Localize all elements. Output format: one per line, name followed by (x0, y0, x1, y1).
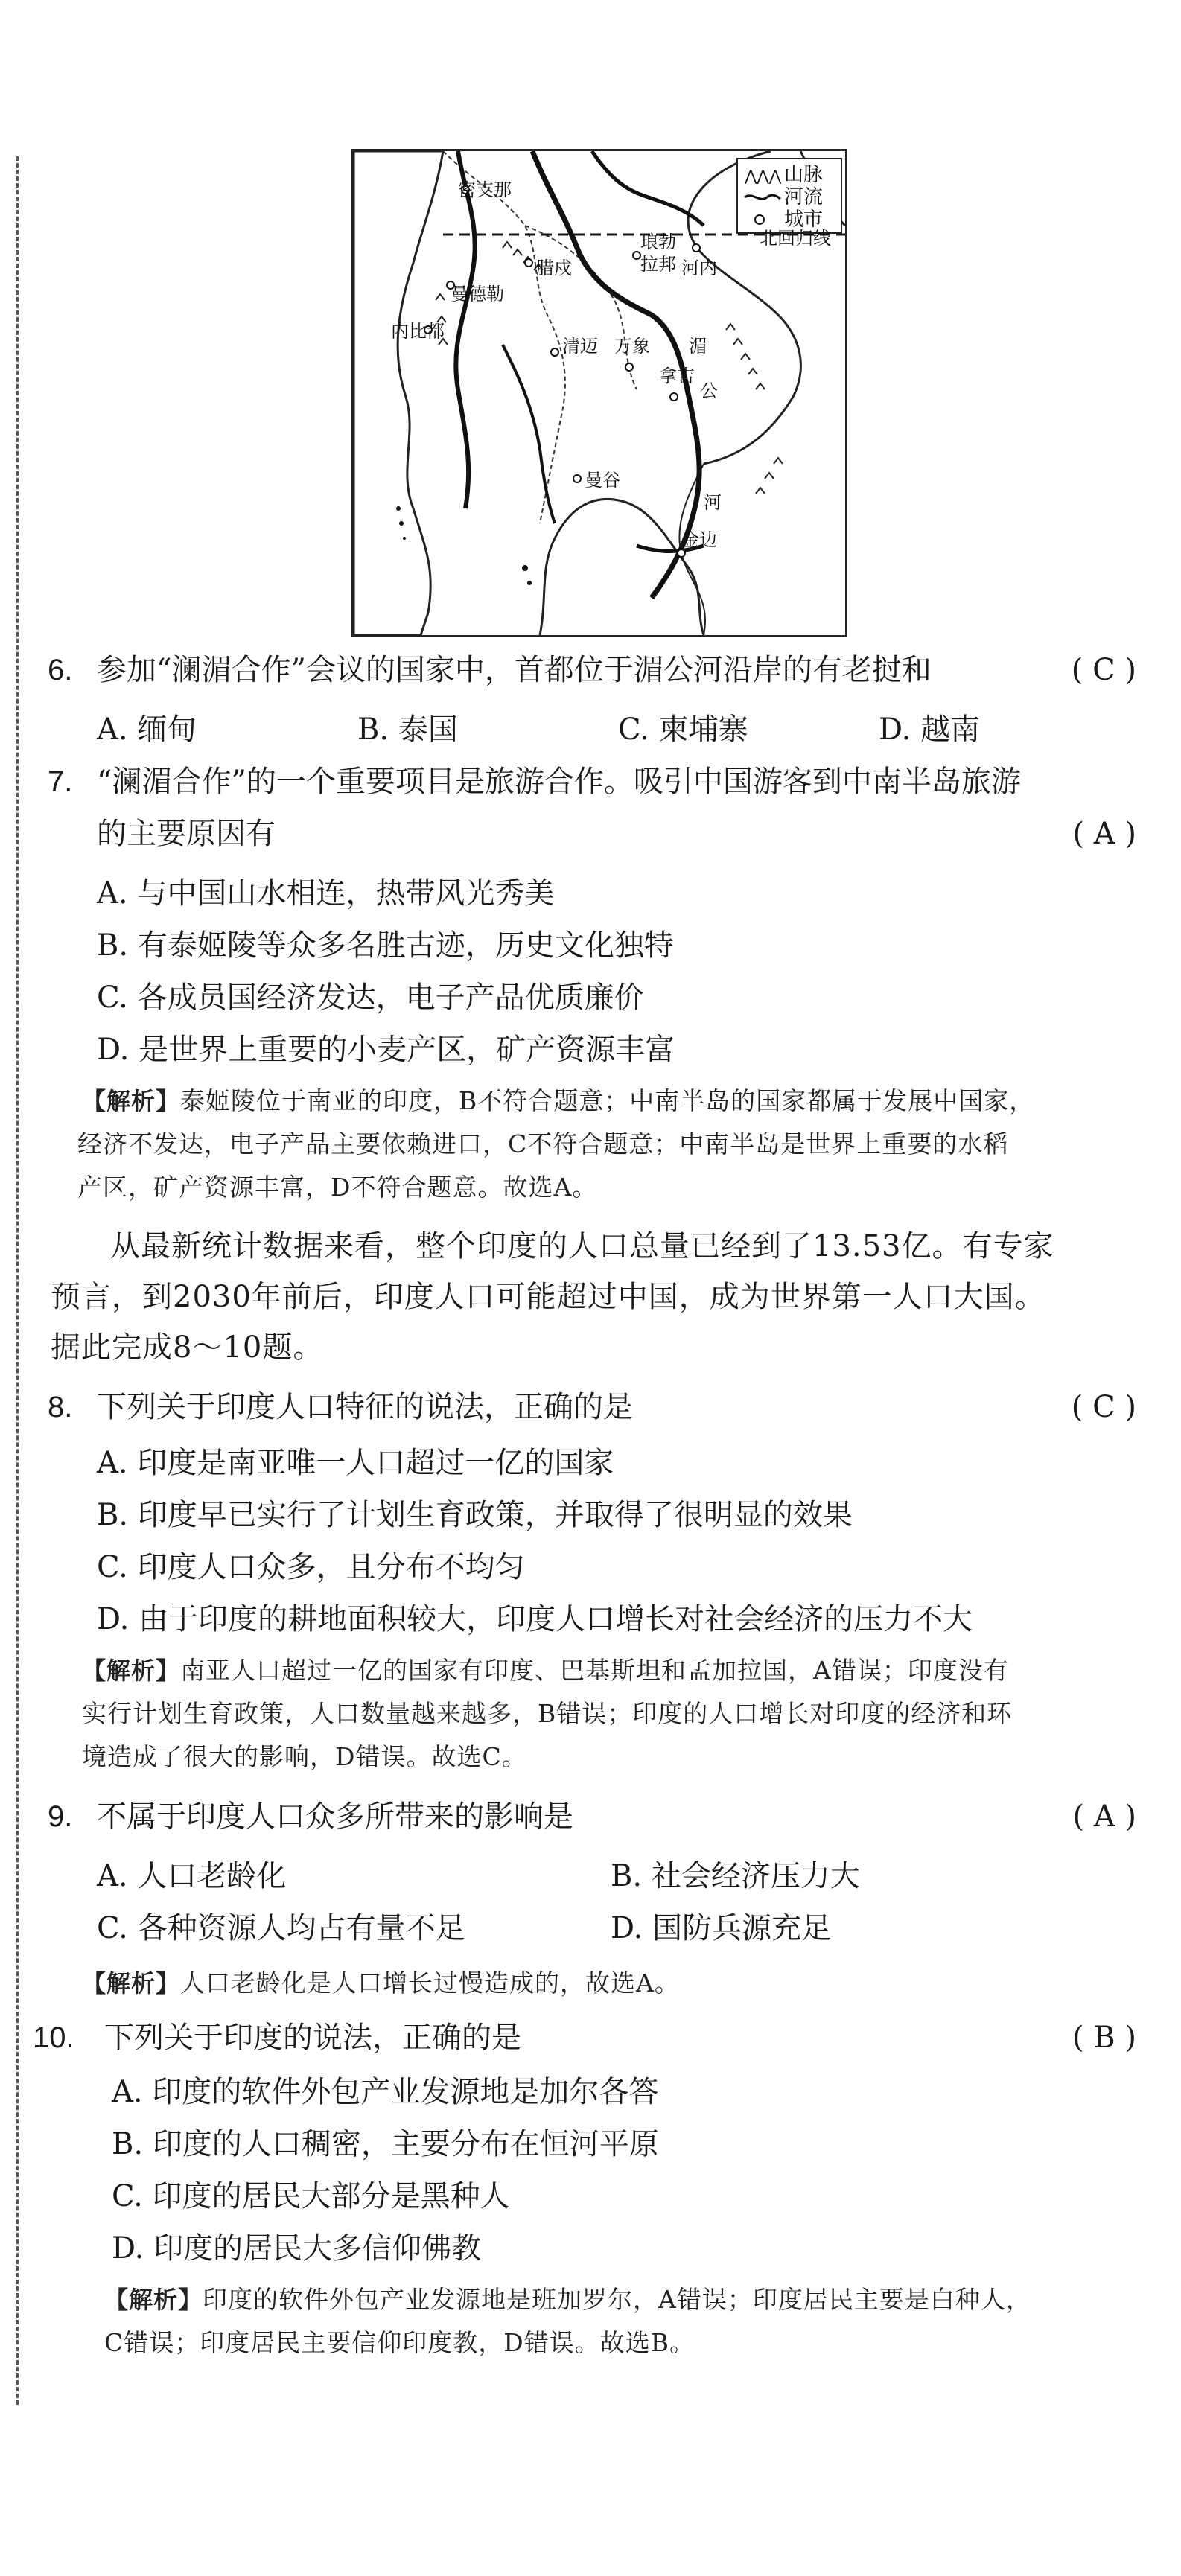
legend-river: 河流 (784, 186, 824, 208)
q10-option-b: B. 印度的人口稠密，主要分布在恒河平原 (112, 2127, 659, 2161)
label-pakse: 拿吉 (659, 366, 695, 386)
q8-option-d: D. 由于印度的耕地面积较大，印度人口增长对社会经济的压力不大 (97, 1602, 973, 1636)
intro-line3: 据此完成8～10题。 (51, 1330, 324, 1365)
q7-option-d: D. 是世界上重要的小麦产区，矿产资源丰富 (97, 1033, 675, 1067)
q6-answer: ( C ) (1071, 653, 1136, 687)
q8-option-a: A. 印度是南亚唯一人口超过一亿的国家 (97, 1446, 614, 1480)
label-mekong-1: 湄 (689, 336, 707, 357)
intro-line2: 预言，到2030年前后，印度人口可能超过中国，成为世界第一人口大国。 (51, 1280, 1045, 1314)
q7-option-c: C. 各成员国经济发达，电子产品优质廉价 (97, 981, 644, 1015)
map-svg (354, 151, 845, 635)
q6-option-b: B. 泰国 (357, 712, 458, 747)
q8-explanation-line1: 南亚人口超过一亿的国家有印度、巴基斯坦和孟加拉国，A错误；印度没有 (180, 1656, 1009, 1685)
q10-stem: 下列关于印度的说法，正确的是 (104, 2021, 521, 2055)
q8-stem: 下列关于印度人口特征的说法，正确的是 (97, 1390, 633, 1424)
intro-paragraph (51, 1221, 1153, 1373)
label-bangkok: 曼谷 (585, 470, 620, 491)
q7-option-b: B. 有泰姬陵等众多名胜古迹，历史文化独特 (97, 928, 674, 963)
legend-city: 城市 (784, 208, 824, 231)
label-phnompenh: 金边 (681, 529, 717, 550)
q7-answer: ( A ) (1072, 817, 1136, 851)
q7-explanation (77, 1080, 1147, 1209)
q9-explanation (82, 1962, 1147, 2005)
label-mekong-2: 公 (700, 380, 718, 401)
q10-option-c: C. 印度的居民大部分是黑种人 (112, 2179, 510, 2213)
q8-explanation-line3: 境造成了很大的影响，D错误。故选C。 (82, 1742, 527, 1771)
q6-number: 6. (48, 654, 73, 686)
q10-explanation-line2: C错误；印度居民主要信仰印度教，D错误。故选B。 (104, 2328, 695, 2357)
label-luangprabang-2: 拉邦 (640, 254, 676, 275)
q7-option-a: A. 与中国山水相连，热带风光秀美 (97, 876, 555, 911)
q6-option-c: C. 柬埔寨 (618, 712, 748, 747)
label-myitkyina: 密支那 (458, 179, 512, 200)
label-naypyidaw: 内比都 (391, 321, 445, 342)
q9-number: 9. (48, 1800, 73, 1833)
q9-option-a: A. 人口老龄化 (97, 1859, 287, 1893)
q10-number: 10. (33, 2021, 74, 2054)
label-mekong-3: 河 (704, 492, 722, 513)
q10-option-a: A. 印度的软件外包产业发源地是加尔各答 (112, 2075, 659, 2109)
intro-line1: 从最新统计数据来看，整个印度的人口总量已经到了13.53亿。有专家 (110, 1229, 1054, 1263)
q8-number: 8. (48, 1391, 73, 1424)
q7-stem-line2: 的主要原因有 (97, 817, 276, 851)
label-mandalay: 曼德勒 (451, 284, 504, 305)
q8-option-c: C. 印度人口众多，且分布不均匀 (97, 1550, 525, 1584)
q10-option-d: D. 印度的居民大多信仰佛教 (112, 2231, 482, 2266)
q9-option-b: B. 社会经济压力大 (611, 1859, 860, 1893)
q8-explanation (82, 1649, 1147, 1779)
label-tropic: 北回归线 (760, 228, 831, 249)
q10-explanation-tag: 【解析】 (104, 2286, 203, 2314)
cut-line (16, 156, 19, 2405)
q8-answer: ( C ) (1071, 1390, 1136, 1424)
label-hanoi: 河内 (681, 258, 717, 278)
svg-text:⋀⋀⋀: ⋀⋀⋀ (745, 167, 782, 185)
q9-explanation-line1: 人口老龄化是人口增长过慢造成的，故选A。 (180, 1968, 680, 1998)
legend-mountain: 山脉 (784, 164, 824, 186)
q7-explanation-tag: 【解析】 (82, 1087, 181, 1115)
q9-stem: 不属于印度人口众多所带来的影响是 (97, 1799, 573, 1834)
q9-answer: ( A ) (1072, 1799, 1136, 1834)
q8-option-b: B. 印度早已实行了计划生育政策，并取得了很明显的效果 (97, 1498, 853, 1532)
q9-option-c: C. 各种资源人均占有量不足 (97, 1911, 465, 1945)
q7-explanation-line3: 产区，矿产资源丰富，D不符合题意。故选A。 (77, 1173, 598, 1202)
q10-explanation (104, 2278, 1147, 2365)
q7-explanation-line1: 泰姬陵位于南亚的印度，B不符合题意；中南半岛的国家都属于发展中国家， (180, 1086, 1035, 1115)
q7-number: 7. (48, 765, 73, 798)
label-lashio: 腊戍 (536, 258, 572, 278)
q6-stem: 参加“澜湄合作”会议的国家中，首都位于湄公河沿岸的有老挝和 (97, 653, 932, 687)
q6-option-d: D. 越南 (879, 712, 981, 747)
q8-explanation-tag: 【解析】 (82, 1657, 181, 1685)
q7-explanation-line2: 经济不发达，电子产品主要依赖进口，C不符合题意；中南半岛是世界上重要的水稻 (77, 1129, 1009, 1158)
q10-answer: ( B ) (1072, 2021, 1136, 2055)
label-vientiane: 万象 (614, 336, 650, 357)
indochina-map (351, 149, 847, 637)
q6-option-a: A. 缅甸 (97, 712, 197, 747)
label-luangprabang-1: 琅勃 (640, 232, 676, 252)
q9-option-d: D. 国防兵源充足 (611, 1911, 832, 1945)
q9-explanation-tag: 【解析】 (82, 1969, 181, 1998)
q8-explanation-line2: 实行计划生育政策，人口数量越来越多，B错误；印度的人口增长对印度的经济和环 (82, 1699, 1013, 1728)
q10-explanation-line1: 印度的软件外包产业发源地是班加罗尔，A错误；印度居民主要是白种人， (203, 2285, 1031, 2314)
label-chiangmai: 清迈 (562, 336, 598, 357)
q7-stem-line1: “澜湄合作”的一个重要项目是旅游合作。吸引中国游客到中南半岛旅游 (97, 765, 1021, 799)
